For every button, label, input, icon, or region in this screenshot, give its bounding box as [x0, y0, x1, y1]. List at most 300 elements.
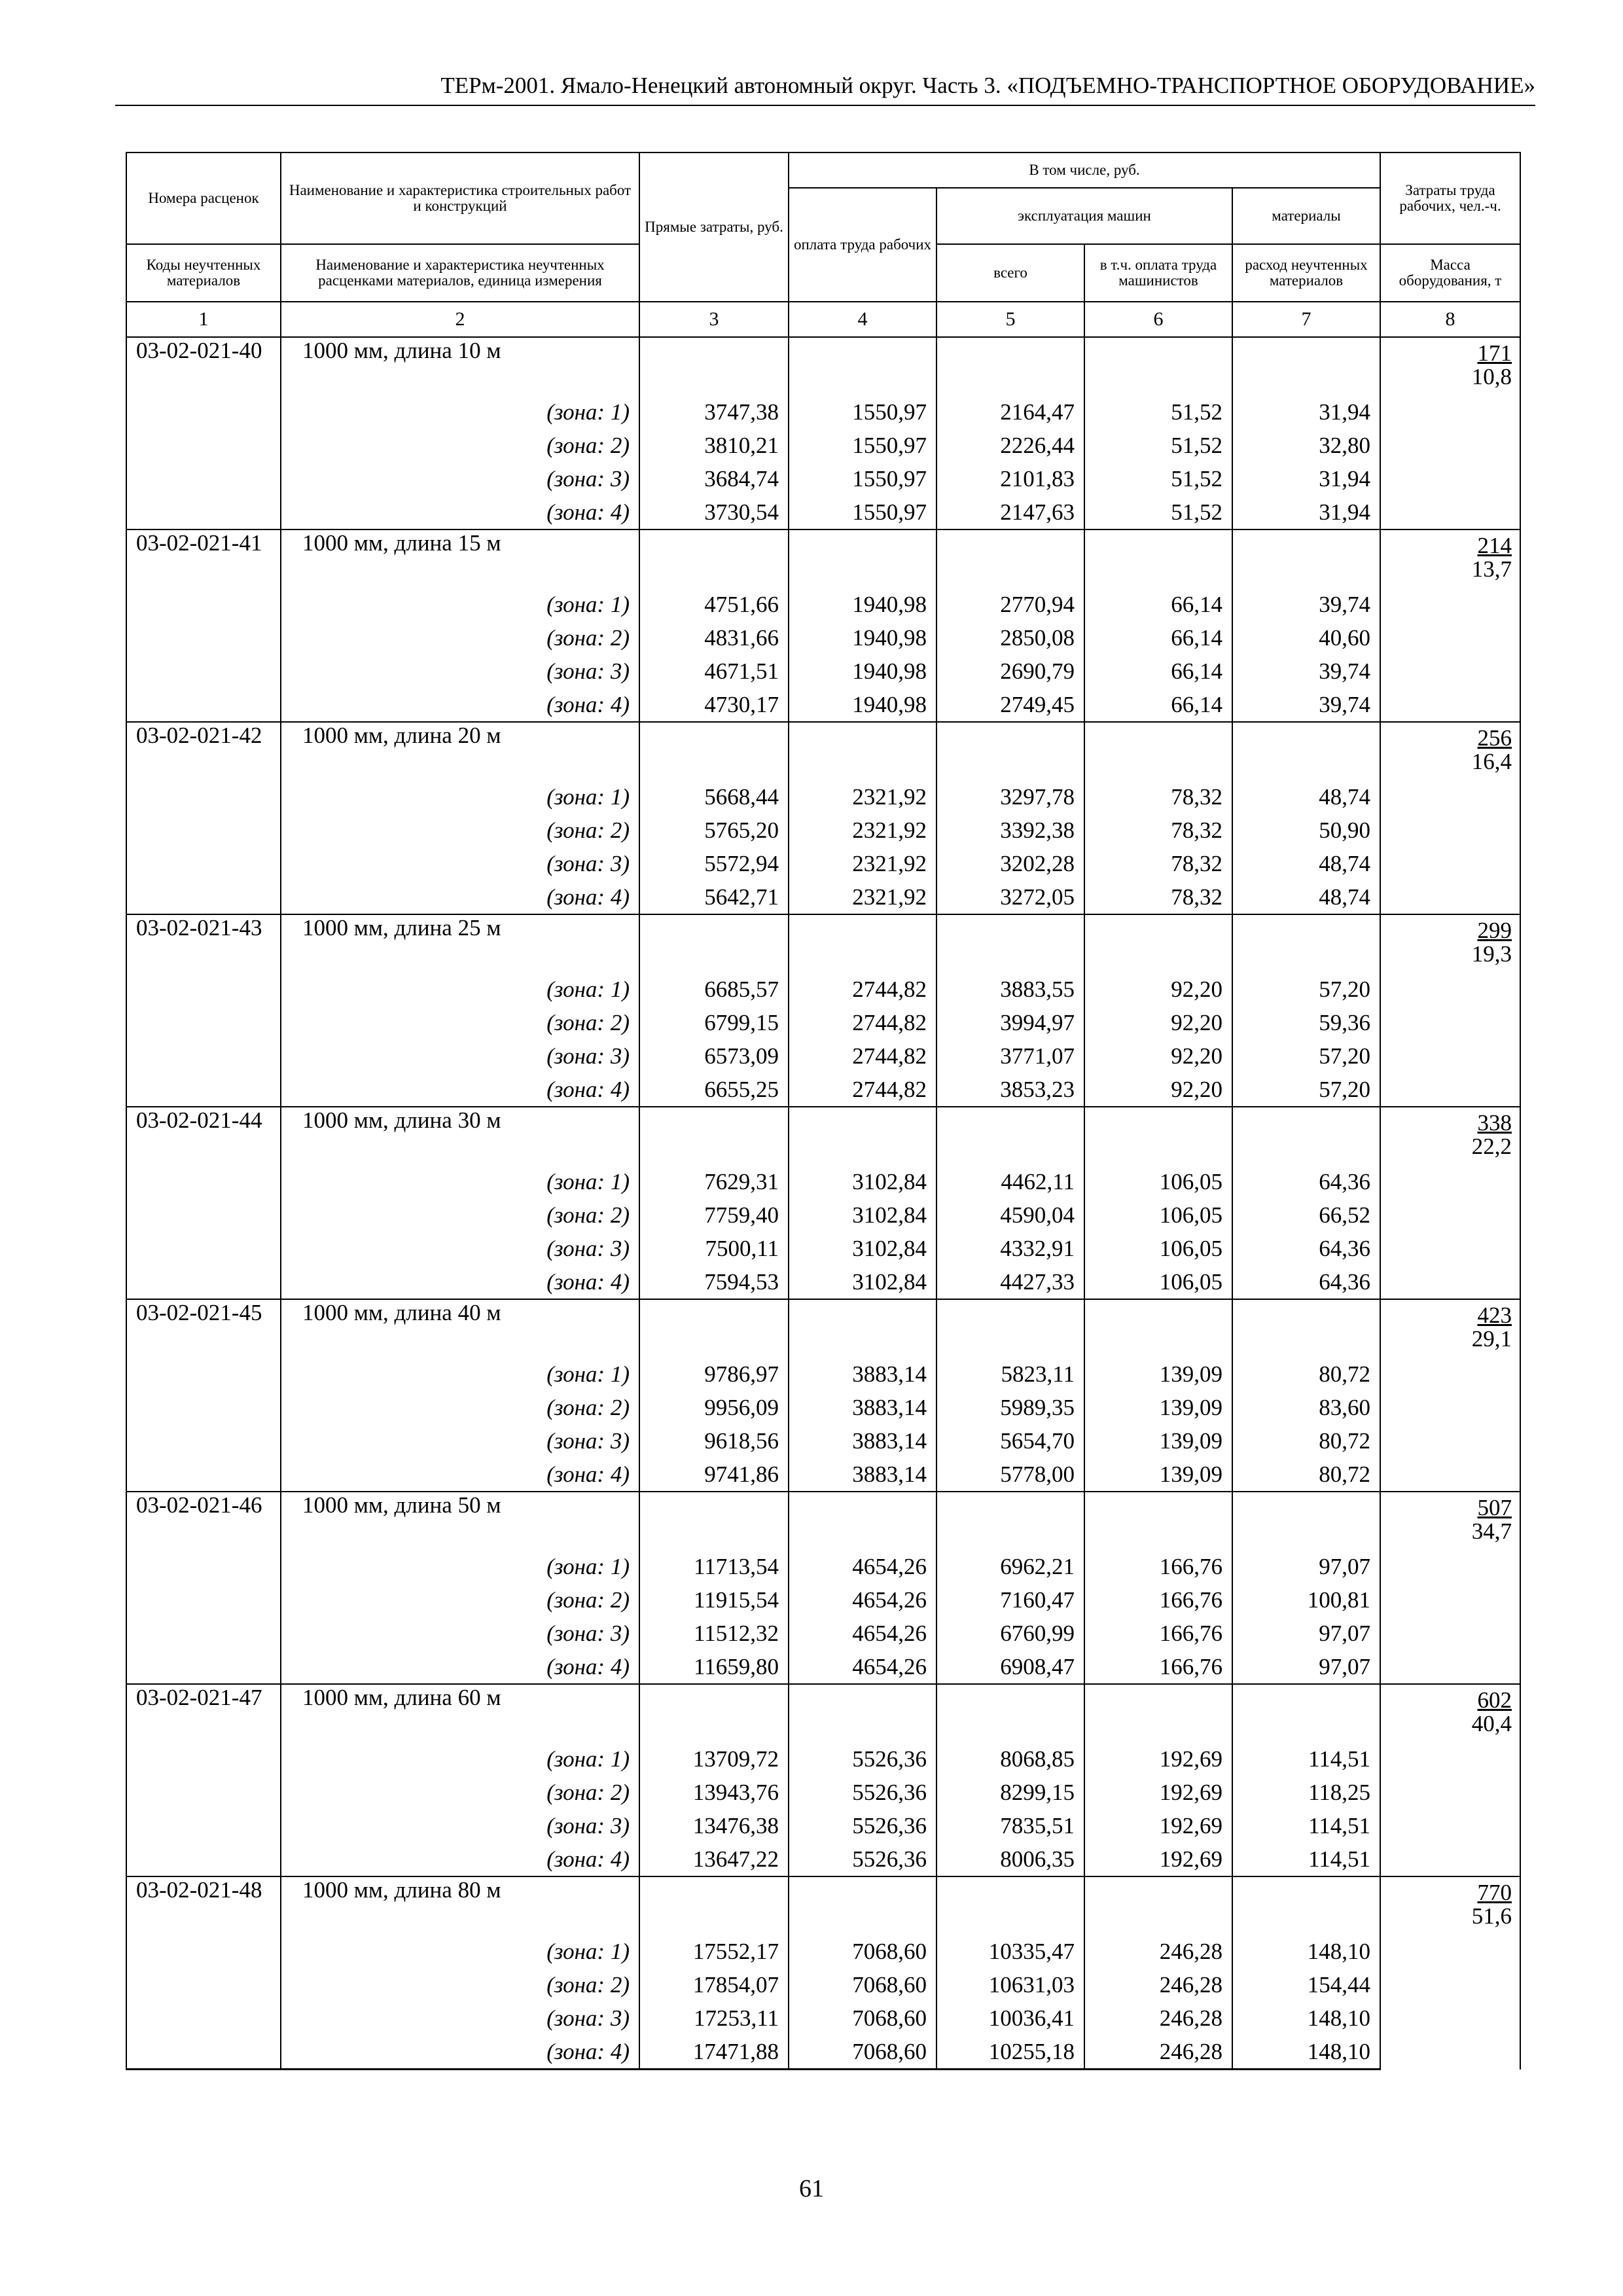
- empty-cell: [126, 1842, 281, 1876]
- materials-cost: 83,60: [1232, 1391, 1380, 1424]
- zone-label: (зона: 2): [281, 1391, 639, 1424]
- machine-total: 8299,15: [936, 1776, 1084, 1809]
- direct-cost: 13709,72: [639, 1742, 789, 1776]
- materials-header: материалы: [1232, 188, 1380, 244]
- materials-cost: 118,25: [1232, 1776, 1380, 1809]
- zone-label: (зона: 1): [281, 973, 639, 1006]
- empty-cell: [936, 914, 1084, 973]
- zone-row: [126, 1809, 1520, 1842]
- machine-total: 10255,18: [936, 2035, 1084, 2070]
- empty-cell: [1084, 1299, 1232, 1357]
- zone-row: [126, 1842, 1520, 1876]
- labor-cost-value: 171: [1477, 340, 1512, 366]
- zone-row: [126, 973, 1520, 1006]
- zone-row: [126, 2001, 1520, 2035]
- rate-group: [126, 722, 1520, 914]
- materials-cost: 114,51: [1232, 1742, 1380, 1776]
- materials-cost: 31,94: [1232, 462, 1380, 495]
- machinist-pay: 51,52: [1084, 462, 1232, 495]
- rate-code: 03-02-021-47: [126, 1684, 281, 1742]
- worker-pay: 5526,36: [789, 1742, 936, 1776]
- zone-label: (зона: 3): [281, 1809, 639, 1842]
- machinist-pay: 92,20: [1084, 1039, 1232, 1073]
- direct-cost: 5765,20: [639, 814, 789, 847]
- zone-label: (зона: 4): [281, 688, 639, 722]
- machinist-pay: 78,32: [1084, 780, 1232, 814]
- rate-code: 03-02-021-44: [126, 1107, 281, 1165]
- empty-cell: [1084, 529, 1232, 588]
- zone-row: [126, 688, 1520, 722]
- machine-total: 2770,94: [936, 588, 1084, 621]
- worker-pay: 3102,84: [789, 1165, 936, 1198]
- worker-pay: 1550,97: [789, 462, 936, 495]
- col3-header: Прямые затраты, руб.: [639, 152, 789, 302]
- zone-label: (зона: 2): [281, 814, 639, 847]
- empty-cell: [639, 1684, 789, 1742]
- equipment-mass-value: 29,1: [1471, 1326, 1512, 1352]
- machinist-pay: 246,28: [1084, 1935, 1232, 1968]
- zone-label: (зона: 1): [281, 1357, 639, 1391]
- col1-header-bottom: Коды неучтенных материалов: [126, 244, 281, 302]
- machine-total: 5823,11: [936, 1357, 1084, 1391]
- labor-cost-value: 770: [1477, 1880, 1512, 1905]
- empty-cell: [789, 1107, 936, 1165]
- direct-cost: 3747,38: [639, 395, 789, 429]
- worker-pay: 3883,14: [789, 1357, 936, 1391]
- machine-total: 4427,33: [936, 1265, 1084, 1299]
- zone-label: (зона: 2): [281, 429, 639, 462]
- empty-cell: [639, 1876, 789, 1935]
- empty-cell: [126, 1265, 281, 1299]
- labor-mass-cell: [1380, 1492, 1520, 1684]
- zone-row: [126, 1742, 1520, 1776]
- column-number: 3: [639, 302, 789, 337]
- col1-header-top: Номера расценок: [126, 152, 281, 244]
- zone-label: (зона: 1): [281, 780, 639, 814]
- rate-group: [126, 1299, 1520, 1492]
- zone-row: [126, 655, 1520, 688]
- machinist-pay: 92,20: [1084, 973, 1232, 1006]
- empty-cell: [1232, 1684, 1380, 1742]
- table-header: [126, 152, 1520, 337]
- column-numbers-row: [126, 302, 1520, 337]
- zone-row: [126, 395, 1520, 429]
- worker-pay: 4654,26: [789, 1583, 936, 1617]
- empty-cell: [936, 529, 1084, 588]
- machine-total: 7160,47: [936, 1583, 1084, 1617]
- machine-total: 2226,44: [936, 429, 1084, 462]
- zone-label: (зона: 2): [281, 1583, 639, 1617]
- worker-pay: 3883,14: [789, 1458, 936, 1492]
- empty-cell: [126, 1650, 281, 1684]
- worker-pay: 5526,36: [789, 1776, 936, 1809]
- empty-cell: [936, 337, 1084, 395]
- worker-pay: 5526,36: [789, 1809, 936, 1842]
- zone-label: (зона: 3): [281, 2001, 639, 2035]
- rate-group: [126, 1876, 1520, 2070]
- rate-title-row: [126, 1492, 1520, 1550]
- materials-cost: 80,72: [1232, 1357, 1380, 1391]
- direct-cost: 7500,11: [639, 1232, 789, 1265]
- machine-total: 10335,47: [936, 1935, 1084, 1968]
- machinist-pay: 66,14: [1084, 655, 1232, 688]
- zone-label: (зона: 4): [281, 1650, 639, 1684]
- empty-cell: [789, 1299, 936, 1357]
- rate-title-row: [126, 1299, 1520, 1357]
- machine-total: 3883,55: [936, 973, 1084, 1006]
- empty-cell: [126, 1617, 281, 1650]
- empty-cell: [126, 780, 281, 814]
- zone-row: [126, 1165, 1520, 1198]
- labor-mass-cell: [1380, 1876, 1520, 2070]
- machine-total: 5654,70: [936, 1424, 1084, 1458]
- empty-cell: [936, 1492, 1084, 1550]
- empty-cell: [1232, 1492, 1380, 1550]
- materials-cost: 97,07: [1232, 1550, 1380, 1583]
- equipment-mass-value: 22,2: [1471, 1134, 1512, 1159]
- rate-code: 03-02-021-48: [126, 1876, 281, 1935]
- zone-label: (зона: 2): [281, 1968, 639, 2001]
- empty-cell: [126, 1742, 281, 1776]
- direct-cost: 9741,86: [639, 1458, 789, 1492]
- materials-cost: 57,20: [1232, 1073, 1380, 1107]
- page-header: ТЕРм-2001. Ямало-Ненецкий автономный округ. Часть 3. «ПОДЪЕМНО-ТРАНСПОРТНОЕ ОБОРУДОВАНИЕ»: [440, 73, 1535, 98]
- materials-cost: 64,36: [1232, 1165, 1380, 1198]
- materials-cost: 114,51: [1232, 1809, 1380, 1842]
- materials-cost: 48,74: [1232, 880, 1380, 914]
- machinist-pay: 246,28: [1084, 2035, 1232, 2070]
- empty-cell: [789, 1684, 936, 1742]
- machinist-pay: 192,69: [1084, 1842, 1232, 1876]
- zone-label: (зона: 3): [281, 462, 639, 495]
- direct-cost: 5572,94: [639, 847, 789, 880]
- worker-pay: 1940,98: [789, 688, 936, 722]
- empty-cell: [126, 2001, 281, 2035]
- empty-cell: [126, 1073, 281, 1107]
- empty-cell: [126, 429, 281, 462]
- machinist-pay: 192,69: [1084, 1776, 1232, 1809]
- machinist-pay: 192,69: [1084, 1809, 1232, 1842]
- zone-label: (зона: 3): [281, 1039, 639, 1073]
- zone-row: [126, 1424, 1520, 1458]
- materials-cost: 154,44: [1232, 1968, 1380, 2001]
- zone-label: (зона: 4): [281, 1458, 639, 1492]
- empty-cell: [1084, 722, 1232, 780]
- empty-cell: [789, 337, 936, 395]
- direct-cost: 11713,54: [639, 1550, 789, 1583]
- machinist-pay: 78,32: [1084, 880, 1232, 914]
- zone-label: (зона: 2): [281, 1006, 639, 1039]
- rate-group: [126, 529, 1520, 722]
- worker-pay: 2744,82: [789, 1073, 936, 1107]
- empty-cell: [639, 1107, 789, 1165]
- empty-cell: [936, 722, 1084, 780]
- materials-cost: 148,10: [1232, 1935, 1380, 1968]
- machinist-pay: 66,14: [1084, 588, 1232, 621]
- zone-row: [126, 1617, 1520, 1650]
- machinist-pay: 78,32: [1084, 814, 1232, 847]
- col5-header: всего: [936, 244, 1084, 302]
- machinist-pay: 78,32: [1084, 847, 1232, 880]
- zone-row: [126, 621, 1520, 655]
- machinist-pay: 92,20: [1084, 1073, 1232, 1107]
- direct-cost: 9618,56: [639, 1424, 789, 1458]
- empty-cell: [789, 529, 936, 588]
- col4-header: оплата труда рабочих: [789, 188, 936, 302]
- zone-row: [126, 880, 1520, 914]
- col6-header: в т.ч. оплата труда машинистов: [1084, 244, 1232, 302]
- materials-cost: 31,94: [1232, 395, 1380, 429]
- machinist-pay: 66,14: [1084, 621, 1232, 655]
- materials-cost: 80,72: [1232, 1458, 1380, 1492]
- labor-mass-cell: [1380, 914, 1520, 1107]
- machinist-pay: 139,09: [1084, 1458, 1232, 1492]
- empty-cell: [126, 621, 281, 655]
- direct-cost: 9956,09: [639, 1391, 789, 1424]
- worker-pay: 7068,60: [789, 2035, 936, 2070]
- zone-label: (зона: 1): [281, 1165, 639, 1198]
- worker-pay: 4654,26: [789, 1617, 936, 1650]
- empty-cell: [639, 722, 789, 780]
- col8-header-top: Затраты труда рабочих, чел.-ч.: [1380, 152, 1520, 244]
- machines-header: эксплуатация машин: [936, 188, 1232, 244]
- machine-total: 3202,28: [936, 847, 1084, 880]
- zone-label: (зона: 3): [281, 655, 639, 688]
- empty-cell: [1232, 529, 1380, 588]
- machinist-pay: 106,05: [1084, 1265, 1232, 1299]
- empty-cell: [126, 814, 281, 847]
- equipment-mass-value: 19,3: [1471, 941, 1512, 967]
- rate-name: 1000 мм, длина 10 м: [281, 337, 639, 395]
- empty-cell: [1084, 1107, 1232, 1165]
- labor-cost-value: 507: [1477, 1495, 1512, 1520]
- rate-name: 1000 мм, длина 50 м: [281, 1492, 639, 1550]
- empty-cell: [936, 1876, 1084, 1935]
- rate-name: 1000 мм, длина 40 м: [281, 1299, 639, 1357]
- machinist-pay: 166,76: [1084, 1583, 1232, 1617]
- materials-cost: 148,10: [1232, 2001, 1380, 2035]
- worker-pay: 3883,14: [789, 1424, 936, 1458]
- empty-cell: [789, 722, 936, 780]
- column-number: 2: [281, 302, 639, 337]
- machinist-pay: 51,52: [1084, 495, 1232, 529]
- materials-cost: 39,74: [1232, 655, 1380, 688]
- zone-row: [126, 814, 1520, 847]
- direct-cost: 3684,74: [639, 462, 789, 495]
- empty-cell: [789, 914, 936, 973]
- zone-row: [126, 495, 1520, 529]
- col2-header-top: Наименование и характеристика строительных работ и конструкций: [281, 152, 639, 244]
- materials-cost: 100,81: [1232, 1583, 1380, 1617]
- direct-cost: 6573,09: [639, 1039, 789, 1073]
- direct-cost: 4831,66: [639, 621, 789, 655]
- machine-total: 3994,97: [936, 1006, 1084, 1039]
- zone-label: (зона: 1): [281, 395, 639, 429]
- rate-title-row: [126, 337, 1520, 395]
- machinist-pay: 166,76: [1084, 1550, 1232, 1583]
- machinist-pay: 139,09: [1084, 1357, 1232, 1391]
- machine-total: 6962,21: [936, 1550, 1084, 1583]
- machinist-pay: 166,76: [1084, 1617, 1232, 1650]
- materials-cost: 57,20: [1232, 973, 1380, 1006]
- empty-cell: [639, 914, 789, 973]
- zone-row: [126, 780, 1520, 814]
- rate-code: 03-02-021-40: [126, 337, 281, 395]
- rate-title-row: [126, 1876, 1520, 1935]
- machine-total: 2850,08: [936, 621, 1084, 655]
- zone-row: [126, 847, 1520, 880]
- direct-cost: 7594,53: [639, 1265, 789, 1299]
- empty-cell: [1232, 337, 1380, 395]
- equipment-mass-value: 34,7: [1471, 1518, 1512, 1544]
- machinist-pay: 246,28: [1084, 2001, 1232, 2035]
- materials-cost: 59,36: [1232, 1006, 1380, 1039]
- machine-total: 8006,35: [936, 1842, 1084, 1876]
- rate-group: [126, 337, 1520, 529]
- rate-name: 1000 мм, длина 30 м: [281, 1107, 639, 1165]
- zone-label: (зона: 3): [281, 1232, 639, 1265]
- page-number: 61: [799, 2175, 824, 2202]
- machine-total: 5778,00: [936, 1458, 1084, 1492]
- machinist-pay: 246,28: [1084, 1968, 1232, 2001]
- materials-cost: 80,72: [1232, 1424, 1380, 1458]
- empty-cell: [126, 880, 281, 914]
- rates-table: [126, 152, 1521, 2070]
- labor-mass-cell: [1380, 337, 1520, 529]
- rate-group: [126, 1684, 1520, 1876]
- direct-cost: 11659,80: [639, 1650, 789, 1684]
- zone-row: [126, 1039, 1520, 1073]
- zone-row: [126, 1458, 1520, 1492]
- labor-mass-cell: [1380, 1107, 1520, 1299]
- empty-cell: [126, 1006, 281, 1039]
- direct-cost: 13943,76: [639, 1776, 789, 1809]
- zone-row: [126, 1232, 1520, 1265]
- worker-pay: 3102,84: [789, 1232, 936, 1265]
- machinist-pay: 66,14: [1084, 688, 1232, 722]
- worker-pay: 7068,60: [789, 1935, 936, 1968]
- labor-mass-cell: [1380, 529, 1520, 722]
- materials-cost: 148,10: [1232, 2035, 1380, 2070]
- col2-header-bottom: Наименование и характеристика неучтенных расценками материалов, единица измерения: [281, 244, 639, 302]
- zone-label: (зона: 4): [281, 880, 639, 914]
- materials-cost: 97,07: [1232, 1650, 1380, 1684]
- materials-cost: 64,36: [1232, 1265, 1380, 1299]
- rate-name: 1000 мм, длина 25 м: [281, 914, 639, 973]
- equipment-mass-value: 13,7: [1471, 556, 1512, 582]
- rate-name: 1000 мм, длина 80 м: [281, 1876, 639, 1935]
- machinist-pay: 192,69: [1084, 1742, 1232, 1776]
- zone-row: [126, 429, 1520, 462]
- zone-label: (зона: 4): [281, 1073, 639, 1107]
- materials-cost: 39,74: [1232, 588, 1380, 621]
- zone-row: [126, 1357, 1520, 1391]
- worker-pay: 4654,26: [789, 1550, 936, 1583]
- rate-code: 03-02-021-46: [126, 1492, 281, 1550]
- empty-cell: [126, 1935, 281, 1968]
- machine-total: 3771,07: [936, 1039, 1084, 1073]
- machine-total: 2101,83: [936, 462, 1084, 495]
- column-number: 8: [1380, 302, 1520, 337]
- machine-total: 3297,78: [936, 780, 1084, 814]
- empty-cell: [1232, 1299, 1380, 1357]
- materials-cost: 50,90: [1232, 814, 1380, 847]
- zone-row: [126, 1550, 1520, 1583]
- zone-label: (зона: 1): [281, 588, 639, 621]
- worker-pay: 7068,60: [789, 1968, 936, 2001]
- zone-label: (зона: 2): [281, 621, 639, 655]
- empty-cell: [789, 1876, 936, 1935]
- zone-label: (зона: 2): [281, 1198, 639, 1232]
- direct-cost: 6799,15: [639, 1006, 789, 1039]
- machinist-pay: 51,52: [1084, 429, 1232, 462]
- column-number: 6: [1084, 302, 1232, 337]
- materials-cost: 48,74: [1232, 780, 1380, 814]
- worker-pay: 1550,97: [789, 395, 936, 429]
- materials-cost: 48,74: [1232, 847, 1380, 880]
- direct-cost: 13476,38: [639, 1809, 789, 1842]
- empty-cell: [126, 1357, 281, 1391]
- materials-cost: 32,80: [1232, 429, 1380, 462]
- empty-cell: [1232, 914, 1380, 973]
- worker-pay: 1940,98: [789, 588, 936, 621]
- machinist-pay: 139,09: [1084, 1424, 1232, 1458]
- empty-cell: [1232, 722, 1380, 780]
- empty-cell: [1084, 1492, 1232, 1550]
- empty-cell: [126, 1165, 281, 1198]
- worker-pay: 3102,84: [789, 1198, 936, 1232]
- empty-cell: [126, 1232, 281, 1265]
- machine-total: 10631,03: [936, 1968, 1084, 2001]
- rate-title-row: [126, 529, 1520, 588]
- zone-label: (зона: 3): [281, 1617, 639, 1650]
- rate-group: [126, 914, 1520, 1107]
- equipment-mass-value: 40,4: [1471, 1711, 1512, 1736]
- empty-cell: [1084, 1684, 1232, 1742]
- worker-pay: 2744,82: [789, 1039, 936, 1073]
- empty-cell: [126, 1039, 281, 1073]
- machine-total: 3272,05: [936, 880, 1084, 914]
- rate-title-row: [126, 914, 1520, 973]
- zone-row: [126, 1198, 1520, 1232]
- machine-total: 4590,04: [936, 1198, 1084, 1232]
- header-rule: [115, 105, 1535, 106]
- labor-mass-cell: [1380, 1684, 1520, 1876]
- zone-label: (зона: 4): [281, 1265, 639, 1299]
- zone-row: [126, 1391, 1520, 1424]
- worker-pay: 2321,92: [789, 814, 936, 847]
- machine-total: 2147,63: [936, 495, 1084, 529]
- worker-pay: 1940,98: [789, 655, 936, 688]
- zone-row: [126, 1650, 1520, 1684]
- empty-cell: [936, 1684, 1084, 1742]
- direct-cost: 7759,40: [639, 1198, 789, 1232]
- zone-label: (зона: 2): [281, 1776, 639, 1809]
- machine-total: 3853,23: [936, 1073, 1084, 1107]
- empty-cell: [936, 1107, 1084, 1165]
- zone-row: [126, 1073, 1520, 1107]
- zone-row: [126, 1968, 1520, 2001]
- labor-cost-value: 256: [1477, 725, 1512, 751]
- worker-pay: 1550,97: [789, 495, 936, 529]
- rate-title-row: [126, 1107, 1520, 1165]
- zone-row: [126, 1006, 1520, 1039]
- direct-cost: 4751,66: [639, 588, 789, 621]
- materials-cost: 39,74: [1232, 688, 1380, 722]
- worker-pay: 2321,92: [789, 880, 936, 914]
- empty-cell: [126, 588, 281, 621]
- rate-group: [126, 1107, 1520, 1299]
